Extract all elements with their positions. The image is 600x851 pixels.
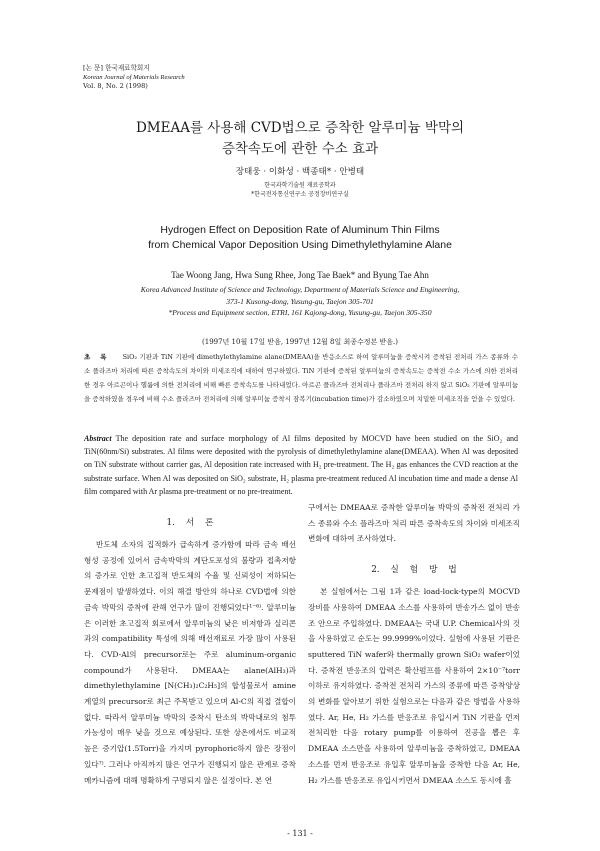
- right-column: [308, 500, 520, 788]
- received-dates: (1997년 10월 17일 받음, 1997년 12월 8일 최종수정본 받음.): [202, 338, 398, 346]
- introduction-paragraph: 반도체 소자의 집적화가 급속하게 증가함에 따라 금속 배선 형성 공정에 있어서 금속박막의 계단도포성의 불량과 접촉저항의 증가로 인한 초고집적 반도체의 수율 및 신뢰성이 저하되는 문제점이 발생하였다. 이의 해결 방안의 하나로 CVD법에 의한 금속 박막의 증착에 관해 연구가 많이 진행되었다¹⁻⁶⁾. 알루미늄은 이러한 초고집적 회로에서 알루미늄의 낮은 비저항과 실리콘과의 compatibility 특성에 의해 배선재료로 가장 많이 사용된다. CVD-Al의 precursor로는 주로 aluminum-organic compound가 사용된다. DMEAA는 alane(AlH₃)과 dimethylethylamine [N(CH₃)₂C₂H₅]의 합성물로서 amine 계열의 precursor로 최근 주목받고 있으며 Al-C의 직접 결합이 없다. 따라서 알루미늄 박막의 증착시 탄소의 박막내로의 첨투 가능성이 매우 낮을 것으로 예상된다. 또한 상온에서도 비교적 높은 증기압(1.5Torr)을 가지며 pyrophoric하지 않은 장점이 있다⁷⁾. 그러나 아직까지 많은 연구가 진행되지 않은 관계로 증착 메카니즘에 대해 명확하게 구명되지 않은 실정이다. 본 연: [84, 540, 296, 785]
- affiliation-en-1: Korea Advanced Institute of Science and Technology, Department of Materials Science and Engineering,: [140, 285, 460, 294]
- abstract-en-text: The deposition rate and surface morphology of Al films deposited by MOCVD have been studied on the SiO₂ and TiN(60nm/Si) substrates. Al films were deposited with the pyrolysis of dimethylethylamine alane(DMEAA). When Al was deposited on TiN substrate without carrier gas, Al deposition rate increased with H₂ pre-treatment. The H₂ gas enhances the CVD reaction at the substrate surface. When Al was deposited on SiO₂ substrate, H₂ plasma pre-treatment reduced Al incubation time and made a dense Al film compared with Ar plasma pre-treatment or no pre-treatment.: [84, 434, 518, 496]
- title-korean: [0, 118, 600, 160]
- affiliation-ko-1: 한국과학기술원 재료공학과: [264, 182, 336, 189]
- affiliation-en-2: 373-1 Kusong-dong, Yusung-gu, Taejon 305-701: [226, 296, 374, 306]
- abstract-ko-label: 초록: [84, 353, 117, 361]
- title-en-line2: from Chemical Vapor Deposition Using Dimethylethylamine Alane: [148, 239, 452, 251]
- journal-header: [83, 64, 185, 91]
- affiliation-en-3: *Process and Equipment section, ETRI, 161 Kajong-dong, Yusung-gu, Taejon 305-350: [168, 308, 432, 317]
- left-column: [84, 500, 296, 788]
- title-en-line1: Hydrogen Effect on Deposition Rate of Aluminum Thin Films: [160, 224, 440, 236]
- abstract-en-label: Abstract: [84, 434, 112, 443]
- title-english: [0, 223, 600, 253]
- authors-english: Tae Woong Jang, Hwa Sung Rhee, Jong Tae Baek* and Byung Tae Ahn: [171, 270, 429, 280]
- journal-name-ko: [논 문] 한국재료학회지: [83, 64, 150, 72]
- affiliation-ko-2: *한국전자통신연구소 공정장비연구실: [251, 191, 349, 198]
- section-heading-experimental: 2. 실 험 방 법: [371, 565, 457, 576]
- abstract-korean: [84, 350, 518, 406]
- affiliations-korean: [0, 181, 600, 199]
- journal-name-en: Korean Journal of Materials Research: [83, 74, 185, 81]
- authors-korean: 장태웅 · 이화성 · 백종태* · 안병태: [235, 167, 365, 177]
- title-ko-line1: DMEAA를 사용해 CVD법으로 증착한 알루미늄 박막의: [135, 120, 465, 136]
- affiliations-english: [0, 284, 600, 319]
- title-ko-line2: 증착속도에 관한 수소 효과: [221, 141, 379, 157]
- section-heading-introduction: 1. 서 론: [166, 518, 214, 528]
- experimental-paragraph: 본 실험에서는 그림 1과 같은 load-lock-type의 MOCVD 장비를 사용하여 DMEAA 소스를 사용하여 반송가스 없이 반송조 안으로 주입하였다. DMEAA는 국내 U.P. Chemical사의 것을 사용하였고 순도는 99.9999%이었다. 실험에 사용된 기판은 sputtered TiN wafer와 thermally grown SiO₂ wafer이었다. 증착전 반응조의 압력은 확산펌프를 사용하여 2×10⁻⁷torr 이하로 유지하였다. 증착전 전처리 가스의 종류에 따른 증착양상의 변화를 알아보기 위한 실험으로는 다음과 같은 방법을 사용하였다. Ar, He, H₂ 가스를 반응조로 유입시켜 TiN 기판을 먼저 전처리한 다음 rotary pump를 이용하여 진공을 뽑은 후 DMEAA 소스만을 사용하여 알루미늄을 증착하였고, DMEAA 소스를 먼저 반응조로 유입후 알루미늄을 증착한 다음 Ar, He, H₂ 가스를 반응조로 유입시키면서 DMEAA 소스도 동시에 흘: [308, 587, 520, 785]
- introduction-continuation: 구에서는 DMEAA로 증착한 알루미늄 박막의 증착전 전처리 가스 종류와 수소 플라즈마 처리 따른 증착속도의 차이와 미세조직 변화에 대하여 조사하였다.: [308, 503, 520, 544]
- abstract-english: [84, 432, 518, 498]
- abstract-ko-text: SiO₂ 기판과 TiN 기판에 dimethylethylamine alane(DMEAA)을 반응소스로 하여 알루미늄을 증착시켜 증착된 전처리 가스 종류와 수소 플라즈마 처리에 따른 증착속도의 차이와 미세조직에 대하여 연구하였다. TiN 기판에 증착된 알루미늄의 증착속도는 증착전 수소 가스에 의한 전처리한 경우 아르곤이나 헬륨에 의한 전처리에 비해 빠른 증착속도를 나타내었다. 아르곤 플라즈마 전처리나 플라즈마 전처리 하지 않고 SiO₂ 기판에 알루미늄을 증착하였을 경우에 비해 수소 플라즈마 전처리에 의해 알루미늄 증착시 잠복기(incubation time)가 감소하였으며 치밀한 미세조직을 얻을 수 있었다.: [84, 353, 518, 403]
- journal-volume: Vol. 8, No. 2 (1998): [83, 82, 148, 90]
- page-number: - 131 -: [287, 829, 313, 838]
